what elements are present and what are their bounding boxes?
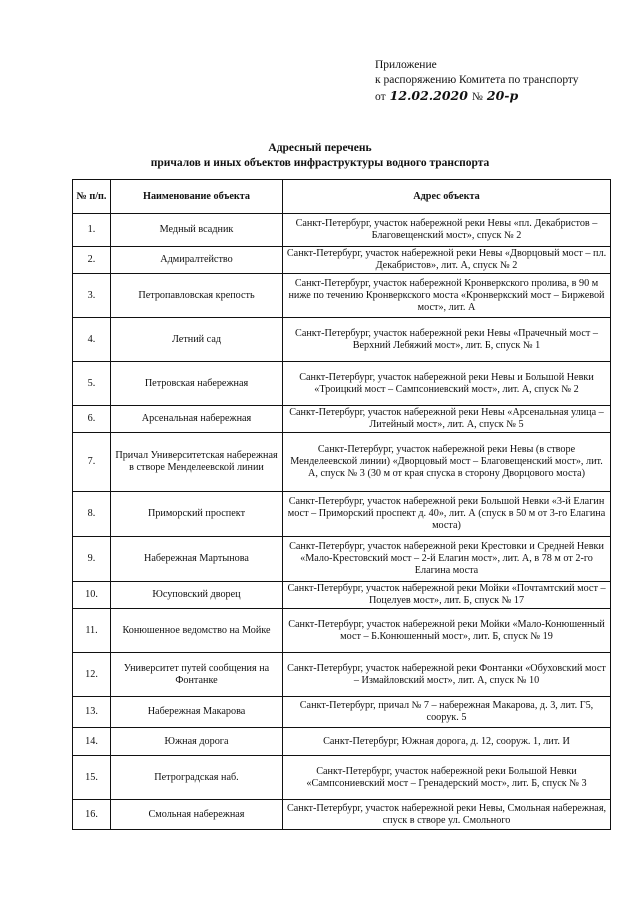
header-num: № п/п. <box>73 180 111 214</box>
object-address: Санкт-Петербург, участок набережной реки Мойки «Почтамтский мост – Поцелуев мост», лит. Б, спуск № 17 <box>283 582 611 609</box>
table-row <box>73 318 611 362</box>
date-prefix: от <box>375 91 386 103</box>
table-row <box>73 274 611 318</box>
object-name: Набережная Мартынова <box>111 537 283 582</box>
object-name: Причал Университетская набережная в створе Менделеевской линии <box>111 433 283 492</box>
object-name: Приморский проспект <box>111 492 283 537</box>
row-number: 5. <box>73 362 111 406</box>
row-number: 4. <box>73 318 111 362</box>
objects-table <box>72 179 611 830</box>
object-address: Санкт-Петербург, участок набережной Кронверкского пролива, в 90 м ниже по течению Кронверкского моста «Кронверкский мост – Биржевой мост», лит. А <box>283 274 611 318</box>
table-row <box>73 582 611 609</box>
table-row <box>73 362 611 406</box>
row-number: 13. <box>73 697 111 728</box>
object-name: Летний сад <box>111 318 283 362</box>
object-address: Санкт-Петербург, участок набережной реки Невы, Смольная набережная, спуск в створе ул. Смольного <box>283 800 611 830</box>
title-line-2: причалов и иных объектов инфраструктуры водного транспорта <box>150 157 490 169</box>
object-name: Петровская набережная <box>111 362 283 406</box>
object-address: Санкт-Петербург, участок набережной реки Невы «Арсенальная улица – Литейный мост», лит. А, спуск № 5 <box>283 406 611 433</box>
object-address: Санкт-Петербург, участок набережной реки Большой Невки «Сампсониевский мост – Гренадерский мост», лит. Б, спуск № 3 <box>283 756 611 800</box>
header-name: Наименование объекта <box>111 180 283 214</box>
object-name: Южная дорога <box>111 728 283 756</box>
object-name: Медный всадник <box>111 214 283 247</box>
object-address: Санкт-Петербург, участок набережной реки Мойки «Мало-Конюшенный мост – Б.Конюшенный мост», лит. Б, спуск № 19 <box>283 609 611 653</box>
table-body <box>73 214 611 830</box>
table-row <box>73 697 611 728</box>
table-row <box>73 492 611 537</box>
object-address: Санкт-Петербург, причал № 7 – набережная Макарова, д. 3, лит. Г5, соорук. 5 <box>283 697 611 728</box>
object-address: Санкт-Петербург, участок набережной реки Невы и Большой Невки «Троицкий мост – Сампсониевский мост», лит. А, спуск № 2 <box>283 362 611 406</box>
appendix-block <box>375 58 579 105</box>
table-header-row <box>73 180 611 214</box>
object-name: Арсенальная набережная <box>111 406 283 433</box>
object-address: Санкт-Петербург, участок набережной реки Фонтанки «Обуховский мост – Измайловский мост», лит. А, спуск № 10 <box>283 653 611 697</box>
table-row <box>73 537 611 582</box>
table-row <box>73 406 611 433</box>
row-number: 2. <box>73 247 111 274</box>
row-number: 11. <box>73 609 111 653</box>
object-name: Конюшенное ведомство на Мойке <box>111 609 283 653</box>
table-row <box>73 756 611 800</box>
object-address: Санкт-Петербург, участок набережной реки Невы «пл. Декабристов – Благовещенский мост», спуск № 2 <box>283 214 611 247</box>
object-address: Санкт-Петербург, участок набережной реки Невы (в створе Менделеевской линии) «Дворцовый мост – Благовещенский мост», лит. А, спуск № 3 (30 м от края спуска в сторону Дворцового моста) <box>283 433 611 492</box>
table-row <box>73 247 611 274</box>
row-number: 15. <box>73 756 111 800</box>
object-name: Юсуповский дворец <box>111 582 283 609</box>
document-title <box>0 141 640 171</box>
table-row <box>73 433 611 492</box>
title-line-1: Адресный перечень <box>268 142 372 154</box>
appendix-order-ref: к распоряжению Комитета по транспорту <box>375 74 579 86</box>
table-row <box>73 609 611 653</box>
object-name: Петропавловская крепость <box>111 274 283 318</box>
number-sign: № <box>471 91 483 103</box>
row-number: 3. <box>73 274 111 318</box>
object-name: Петроградская наб. <box>111 756 283 800</box>
object-name: Набережная Макарова <box>111 697 283 728</box>
object-address: Санкт-Петербург, участок набережной реки Большой Невки «3-й Елагин мост – Приморский проспект д. 40», лит. А (спуск в 50 м от 3-го Елагина моста) <box>283 492 611 537</box>
header-address: Адрес объекта <box>283 180 611 214</box>
object-name: Смольная набережная <box>111 800 283 830</box>
object-name: Адмиралтейство <box>111 247 283 274</box>
object-address: Санкт-Петербург, участок набережной реки Невы «Прачечный мост – Верхний Лебяжий мост», лит. Б, спуск № 1 <box>283 318 611 362</box>
row-number: 12. <box>73 653 111 697</box>
row-number: 14. <box>73 728 111 756</box>
row-number: 7. <box>73 433 111 492</box>
object-address: Санкт-Петербург, участок набережной реки Невы «Дворцовый мост – пл. Декабристов», лит. А, спуск № 2 <box>283 247 611 274</box>
row-number: 9. <box>73 537 111 582</box>
row-number: 1. <box>73 214 111 247</box>
table-row <box>73 728 611 756</box>
object-address: Санкт-Петербург, участок набережной реки Крестовки и Средней Невки «Мало-Крестовский мост – 2-й Елагин мост», лит. А, в 78 м от 2-го Елагина моста <box>283 537 611 582</box>
table-row <box>73 653 611 697</box>
table-row <box>73 214 611 247</box>
row-number: 16. <box>73 800 111 830</box>
appendix-date-line <box>375 88 579 105</box>
appendix-label: Приложение <box>375 59 437 71</box>
table-row <box>73 800 611 830</box>
row-number: 6. <box>73 406 111 433</box>
row-number: 8. <box>73 492 111 537</box>
object-address: Санкт-Петербург, Южная дорога, д. 12, сооруж. 1, лит. И <box>283 728 611 756</box>
object-name: Университет путей сообщения на Фонтанке <box>111 653 283 697</box>
handwritten-date: 12.02.2020 <box>389 88 468 103</box>
row-number: 10. <box>73 582 111 609</box>
handwritten-number: 20-р <box>486 88 519 103</box>
